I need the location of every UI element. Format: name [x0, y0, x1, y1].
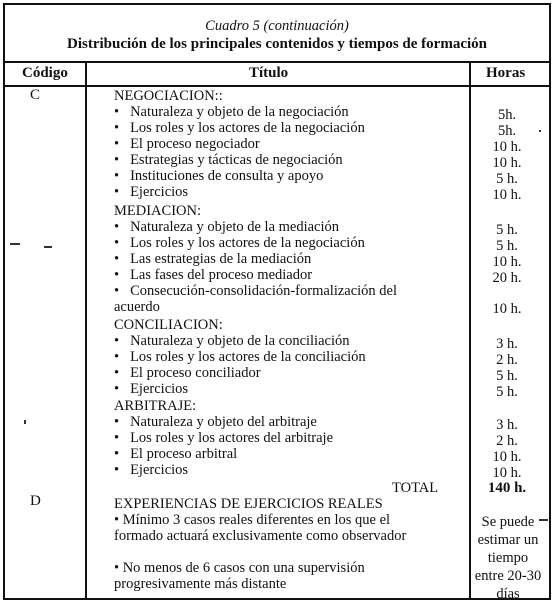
- list-item: • El proceso negociador: [114, 136, 260, 152]
- list-item: • Ejercicios: [114, 462, 189, 478]
- hours-cell: 10 h.: [492, 465, 522, 481]
- list-item-continuation: formado actuará exclusivamente como observador: [114, 528, 407, 544]
- hours-cell: 10 h.: [492, 301, 522, 317]
- list-item: • Ejercicios: [114, 381, 189, 397]
- total-label: TOTAL: [392, 480, 439, 496]
- hours-cell: 5 h.: [496, 384, 518, 400]
- list-item: • Instituciones de consulta y apoyo: [114, 168, 324, 184]
- hours-cell: 2 h.: [496, 352, 518, 368]
- list-item: • No menos de 6 casos con una supervisión: [114, 560, 365, 576]
- hours-cell: 5h.: [497, 123, 517, 139]
- table-caption-title: Distribución de los principales contenidos y tiempos de formación: [66, 36, 487, 52]
- time-estimate-note: Se puede estimar un tiempo entre 20-30 días: [474, 514, 542, 602]
- list-item: • Naturaleza y objeto de la negociación: [114, 104, 349, 120]
- header-hours: Horas: [486, 65, 526, 81]
- hours-cell: 5h.: [497, 107, 517, 123]
- list-item: • Los roles y los actores del arbitraje: [114, 430, 334, 446]
- list-item: • Los roles y los actores de la conciliación: [114, 349, 366, 365]
- header-title: Título: [249, 65, 289, 81]
- list-item: • Naturaleza y objeto del arbitraje: [114, 414, 317, 430]
- list-item-continuation: progresivamente más distante: [114, 576, 287, 592]
- code-d: D: [30, 493, 41, 509]
- hours-cell: 10 h.: [492, 254, 522, 270]
- list-item: • Los roles y los actores de la negociación: [114, 235, 365, 251]
- hours-cell: 20 h.: [492, 270, 522, 286]
- scan-speck: [24, 420, 26, 424]
- list-item: • Mínimo 3 casos reales diferentes en los que el: [114, 512, 391, 528]
- section-title-experiencias: EXPERIENCIAS DE EJERCICIOS REALES: [114, 496, 383, 512]
- list-item: • Naturaleza y objeto de la conciliación: [114, 333, 350, 349]
- list-item: • El proceso conciliador: [114, 365, 261, 381]
- scan-speck: [539, 519, 548, 521]
- column-divider-code: [85, 61, 87, 598]
- list-item: • Las estrategias de la mediación: [114, 251, 312, 267]
- list-item: • Los roles y los actores de la negociación: [114, 120, 365, 136]
- section-title-arbitraje: ARBITRAJE:: [114, 398, 197, 414]
- list-item: • Ejercicios: [114, 184, 189, 200]
- list-item-continuation: acuerdo: [114, 299, 160, 315]
- scan-speck: [10, 243, 20, 245]
- hours-cell: 3 h.: [496, 417, 518, 433]
- hours-cell: 5 h.: [496, 171, 518, 187]
- hours-cell: 5 h.: [496, 368, 518, 384]
- total-hours: 140 h.: [487, 480, 527, 496]
- hours-cell: 10 h.: [492, 449, 522, 465]
- hours-cell: 5 h.: [496, 238, 518, 254]
- list-item: • Consecución-consolidación-formalización del: [114, 283, 398, 299]
- list-item: • Naturaleza y objeto de la mediación: [114, 219, 340, 235]
- section-title-mediacion: MEDIACION:: [114, 203, 201, 219]
- hours-cell: 2 h.: [496, 433, 518, 449]
- list-item: • Las fases del proceso mediador: [114, 267, 313, 283]
- scan-speck: [44, 246, 52, 248]
- list-item: • El proceso arbitral: [114, 446, 238, 462]
- hours-cell: 10 h.: [492, 187, 522, 203]
- list-item: • Estrategias y tácticas de negociación: [114, 152, 343, 168]
- table-caption-number: Cuadro 5 (continuación): [205, 18, 349, 34]
- scan-speck: [539, 130, 541, 132]
- hours-cell: 3 h.: [496, 336, 518, 352]
- code-c: C: [30, 87, 41, 103]
- section-title-conciliacion: CONCILIACION:: [114, 317, 223, 333]
- section-title-negociacion: NEGOCIACION::: [114, 88, 223, 104]
- hours-cell: 10 h.: [492, 155, 522, 171]
- hours-cell: 5 h.: [496, 222, 518, 238]
- header-code: Código: [22, 65, 68, 81]
- hours-cell: 10 h.: [492, 139, 522, 155]
